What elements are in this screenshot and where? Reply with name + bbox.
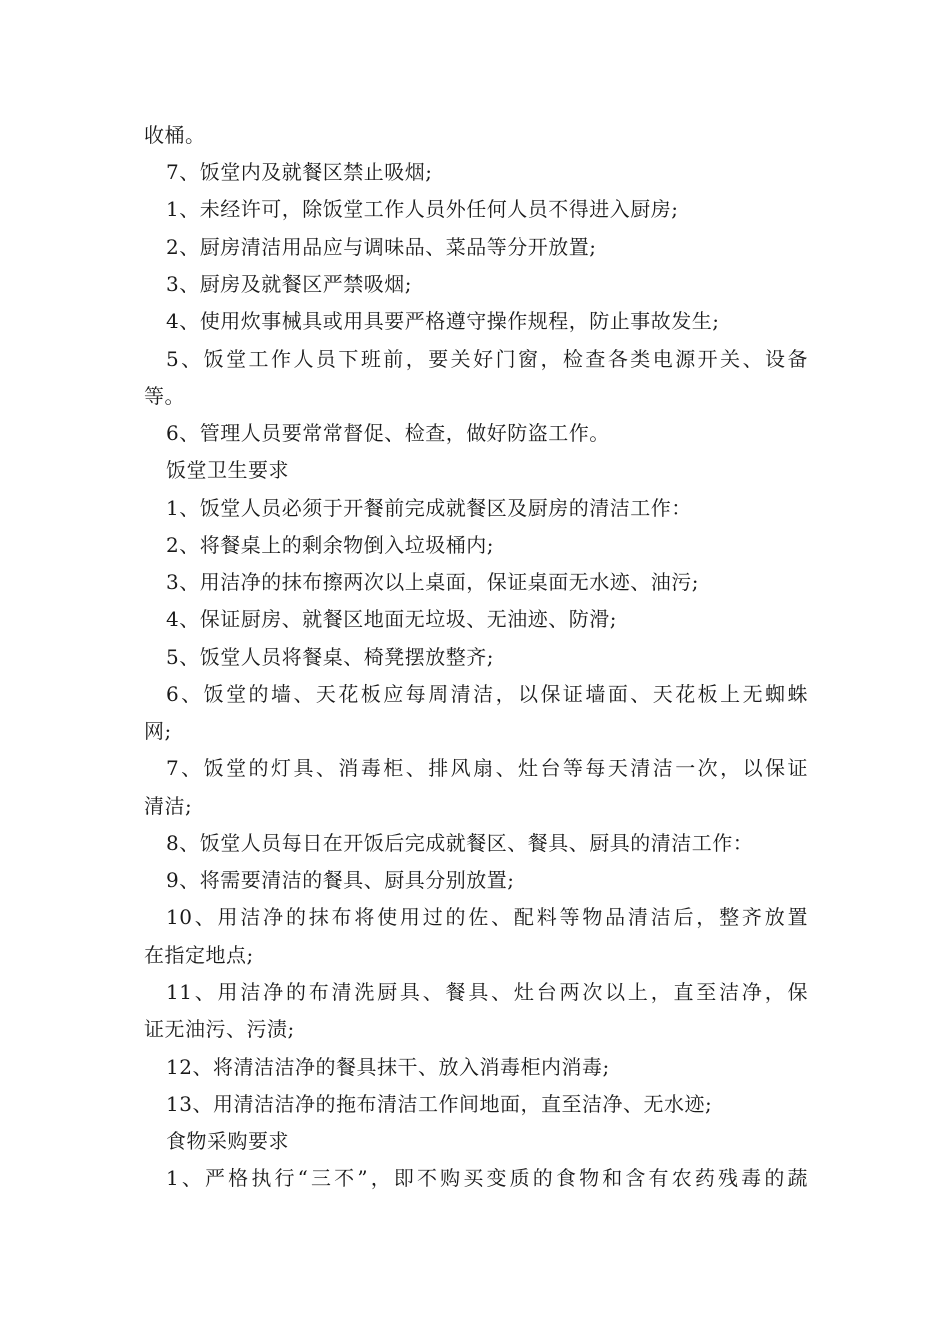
- text-line: 3、用洁净的抹布擦两次以上桌面，保证桌面无水迹、油污;: [166, 570, 699, 594]
- text-line: 13、用清洁洁净的拖布清洁工作间地面，直至洁净、无水迹;: [166, 1092, 713, 1116]
- text-line: 在指定地点;: [144, 943, 254, 967]
- text-line: 4、保证厨房、就餐区地面无垃圾、无油迹、防滑;: [166, 607, 617, 631]
- text-line: 8、饭堂人员每日在开饭后完成就餐区、餐具、厨具的清洁工作：: [166, 831, 754, 855]
- text-line: 5、饭堂工作人员下班前，要关好门窗，检查各类电源开关、设备: [166, 347, 808, 371]
- text-line: 清洁;: [144, 794, 193, 818]
- text-line: 6、饭堂的墙、天花板应每周清洁，以保证墙面、天花板上无蜘蛛: [166, 682, 808, 706]
- text-line: 4、使用炊事械具或用具要严格遵守操作规程，防止事故发生;: [166, 309, 720, 333]
- text-line: 7、饭堂内及就餐区禁止吸烟;: [166, 160, 433, 184]
- text-line: 收桶。: [144, 123, 206, 147]
- text-line: 1、饭堂人员必须于开餐前完成就餐区及厨房的清洁工作：: [166, 496, 692, 520]
- text-line: 11、用洁净的布清洗厨具、餐具、灶台两次以上，直至洁净，保: [166, 980, 808, 1004]
- text-line: 12、将清洁洁净的餐具抹干、放入消毒柜内消毒;: [166, 1055, 610, 1079]
- text-line: 10、用洁净的抹布将使用过的佐、配料等物品清洁后，整齐放置: [166, 905, 808, 929]
- text-line: 6、管理人员要常常督促、检查，做好防盗工作。: [166, 421, 610, 445]
- text-line: 1、严格执行“三不”，即不购买变质的食物和含有农药残毒的蔬: [166, 1166, 808, 1190]
- text-line: 7、饭堂的灯具、消毒柜、排风扇、灶台等每天清洁一次，以保证: [166, 756, 808, 780]
- text-line: 2、厨房清洁用品应与调味品、菜品等分开放置;: [166, 235, 597, 259]
- text-line: 5、饭堂人员将餐桌、椅凳摆放整齐;: [166, 645, 494, 669]
- text-line: 1、未经许可，除饭堂工作人员外任何人员不得进入厨房;: [166, 197, 679, 221]
- text-line: 等。: [144, 384, 185, 408]
- text-line: 9、将需要清洁的餐具、厨具分别放置;: [166, 868, 515, 892]
- text-line: 证无油污、污渍;: [144, 1017, 295, 1041]
- text-line: 3、厨房及就餐区严禁吸烟;: [166, 272, 412, 296]
- section-heading: 食物采购要求: [166, 1129, 289, 1153]
- text-line: 网;: [144, 719, 172, 743]
- section-heading: 饭堂卫生要求: [166, 458, 289, 482]
- text-line: 2、将餐桌上的剩余物倒入垃圾桶内;: [166, 533, 494, 557]
